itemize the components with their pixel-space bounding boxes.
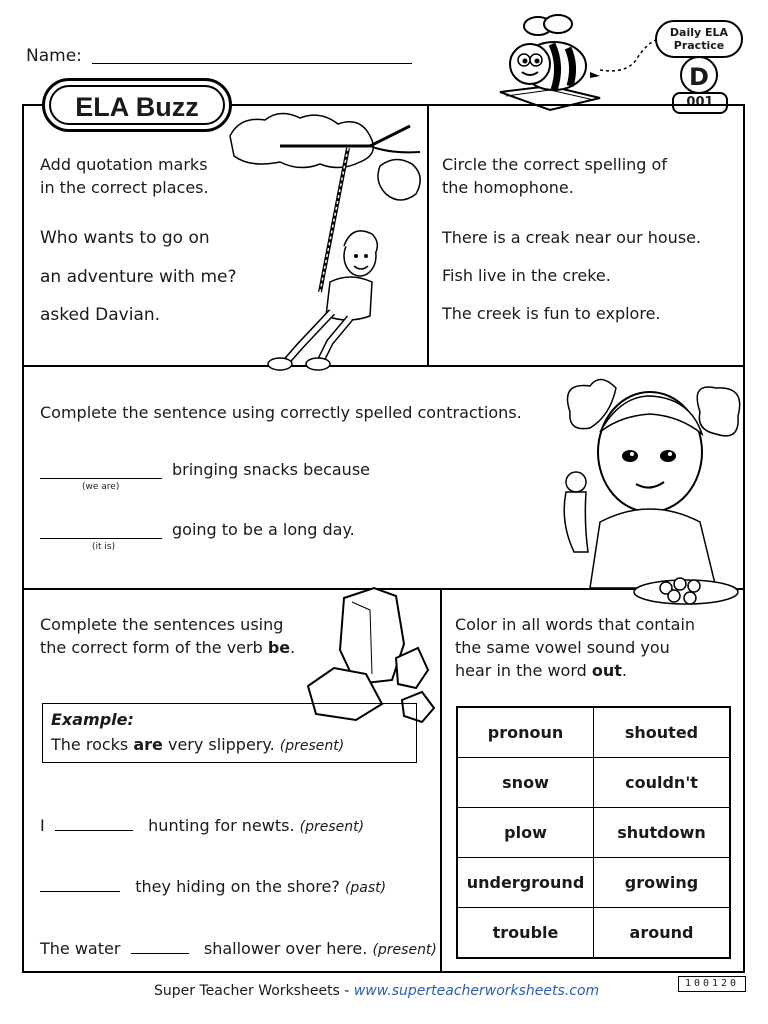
verb-question: The water shallower over here. (present) — [40, 939, 437, 958]
level-badge: D — [680, 56, 718, 94]
quotes-sentence: Who wants to go on — [40, 228, 210, 248]
contraction-hint: (it is) — [92, 542, 116, 552]
quotes-instruction: Add quotation marks — [40, 155, 208, 174]
homophone-instruction: Circle the correct spelling of — [442, 155, 667, 174]
footer-credit: Super Teacher Worksheets - www.superteacherworksheets.com — [154, 983, 600, 999]
vowel-instruction: the same vowel sound you — [455, 638, 670, 657]
homophone-instruction: the homophone. — [442, 178, 574, 197]
table-row — [457, 707, 730, 758]
answer-blank[interactable] — [55, 816, 133, 831]
word-cell[interactable]: plow — [457, 808, 594, 858]
answer-blank[interactable] — [40, 538, 162, 539]
verb-instruction: Complete the sentences using — [40, 615, 284, 634]
verb-question: they hiding on the shore? (past) — [40, 877, 386, 898]
table-row — [457, 808, 730, 858]
name-label: Name: — [26, 46, 82, 66]
quotes-sentence: an adventure with me? — [40, 267, 237, 287]
word-cell[interactable]: shutdown — [594, 808, 731, 858]
quotes-sentence: asked Davian. — [40, 305, 161, 325]
vowel-instruction: hear in the word out. — [455, 661, 628, 680]
word-cell[interactable]: snow — [457, 758, 594, 808]
word-cell[interactable]: underground — [457, 857, 594, 907]
contractions-sentence: bringing snacks because — [172, 460, 370, 479]
example-label: Example: — [51, 710, 134, 729]
answer-blank[interactable] — [40, 478, 162, 479]
homophone-sentence[interactable]: The creek is fun to explore. — [442, 304, 661, 323]
boy-swing-illustration — [220, 106, 430, 376]
word-cell[interactable]: couldn't — [594, 758, 731, 808]
word-cell[interactable]: pronoun — [457, 707, 594, 758]
contraction-hint: (we are) — [82, 482, 120, 492]
table-row — [457, 907, 730, 958]
page-title: ELA Buzz — [49, 85, 225, 125]
badge-line-2: Practice — [673, 39, 725, 52]
answer-blank[interactable] — [40, 877, 120, 892]
serial-number: 100120 — [678, 976, 746, 992]
word-grid — [456, 706, 731, 959]
footer-link[interactable]: www.superteacherworksheets.com — [353, 983, 600, 999]
divider — [440, 588, 442, 973]
word-cell[interactable]: shouted — [594, 707, 731, 758]
title-badge — [42, 78, 232, 132]
quotes-instruction: in the correct places. — [40, 178, 209, 197]
table-row — [457, 758, 730, 808]
badge-line-1: Daily ELA — [669, 26, 729, 39]
worksheet-number: 001 — [672, 92, 728, 114]
daily-ela-badge — [655, 20, 743, 58]
word-cell[interactable]: growing — [594, 857, 731, 907]
table-row — [457, 857, 730, 907]
name-field[interactable] — [92, 63, 412, 64]
verb-instruction: the correct form of the verb be. — [40, 638, 296, 657]
word-cell[interactable]: around — [594, 907, 731, 958]
vowel-instruction: Color in all words that contain — [455, 615, 696, 634]
word-cell[interactable]: trouble — [457, 907, 594, 958]
contractions-sentence: going to be a long day. — [172, 520, 355, 539]
homophone-sentence[interactable]: There is a creak near our house. — [442, 228, 702, 247]
contractions-instruction: Complete the sentence using correctly spelled contractions. — [40, 403, 522, 422]
example-sentence: The rocks are very slippery. (present) — [51, 735, 345, 754]
answer-blank[interactable] — [131, 939, 189, 954]
verb-question: I hunting for newts. (present) — [40, 816, 365, 835]
homophone-sentence[interactable]: Fish live in the creke. — [442, 266, 611, 285]
bee-illustration — [496, 14, 656, 114]
girl-illustration — [540, 372, 746, 612]
